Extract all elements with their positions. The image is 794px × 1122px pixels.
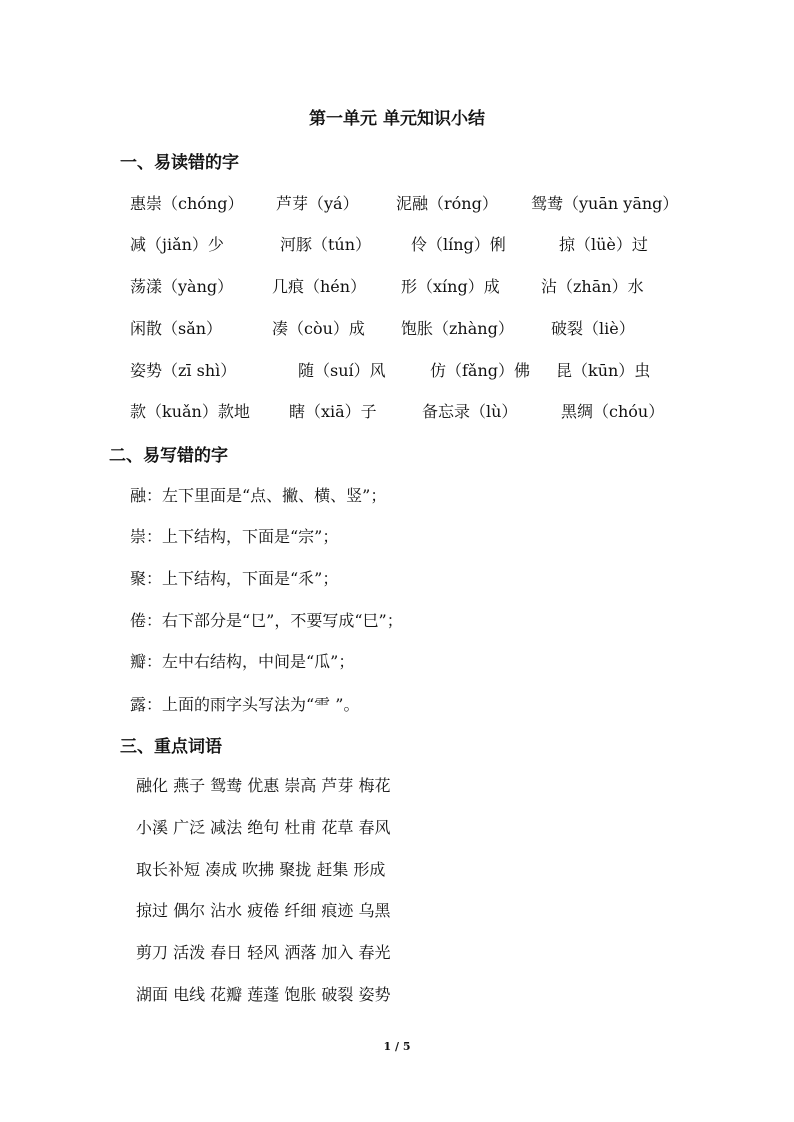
list-item: 黑绸（chóu） (561, 402, 665, 421)
section-heading-key-words: 三、重点词语 (120, 737, 222, 757)
list-item: 芦芽（yá） (276, 194, 359, 213)
list-item: 沾（zhān）水 (541, 277, 644, 296)
list-item: 瞎（xiā）子 (289, 402, 377, 421)
list-item: 泥融（róng） (396, 194, 498, 213)
list-item: 露：上面的雨字头写法为“⻗ ”。 (130, 695, 360, 714)
list-item: 聚：上下结构，下面是“乑”； (130, 569, 339, 588)
list-item: 饱胀（zhàng） (401, 319, 514, 338)
list-item: 仿（fǎng）佛 (430, 361, 531, 380)
list-item: 凑（còu）成 (272, 319, 365, 338)
list-item: 取长补短 凑成 吹拂 聚拢 赶集 形成 (136, 860, 386, 879)
list-item: 闲散（sǎn） (130, 319, 223, 338)
list-item: 湖面 电线 花瓣 莲蓬 饱胀 破裂 姿势 (136, 985, 391, 1004)
list-item: 备忘录（lù） (422, 402, 518, 421)
section-heading-misread: 一、易读错的字 (120, 153, 239, 173)
list-item: 瓣：左中右结构，中间是“瓜”； (130, 652, 355, 671)
list-item: 掠过 偶尔 沾水 疲倦 纤细 痕迹 乌黑 (136, 901, 391, 920)
list-item: 形（xíng）成 (401, 277, 500, 296)
list-item: 惠崇（chóng） (130, 194, 244, 213)
section-heading-miswritten: 二、易写错的字 (109, 446, 228, 466)
list-item: 剪刀 活泼 春日 轻风 洒落 加入 春光 (136, 943, 391, 962)
list-item: 鸳鸯（yuān yāng） (531, 194, 679, 213)
page-number: 1 / 5 (383, 1040, 411, 1053)
list-item: 河豚（tún） (280, 235, 372, 254)
list-item: 几痕（hén） (272, 277, 367, 296)
list-item: 倦：右下部分是“㔾”，不要写成“巳”； (130, 611, 403, 630)
list-item: 款（kuǎn）款地 (130, 402, 250, 421)
list-item: 荡漾（yàng） (130, 277, 234, 296)
list-item: 破裂（liè） (551, 319, 635, 338)
list-item: 小溪 广泛 减法 绝句 杜甫 花草 春风 (136, 818, 391, 837)
list-item: 随（suí）风 (298, 361, 386, 380)
list-item: 掠（lüè）过 (559, 235, 648, 254)
page-title: 第一单元 单元知识小结 (309, 109, 485, 129)
list-item: 融：左下里面是“点、撇、横、竖”； (130, 486, 387, 505)
list-item: 崇：上下结构，下面是“宗”； (130, 527, 339, 546)
list-item: 姿势（zī shì） (130, 361, 237, 380)
list-item: 融化 燕子 鸳鸯 优惠 崇高 芦芽 梅花 (136, 776, 391, 795)
list-item: 减（jiǎn）少 (130, 235, 224, 254)
list-item: 伶（líng）俐 (411, 235, 506, 254)
list-item: 昆（kūn）虫 (556, 361, 651, 380)
